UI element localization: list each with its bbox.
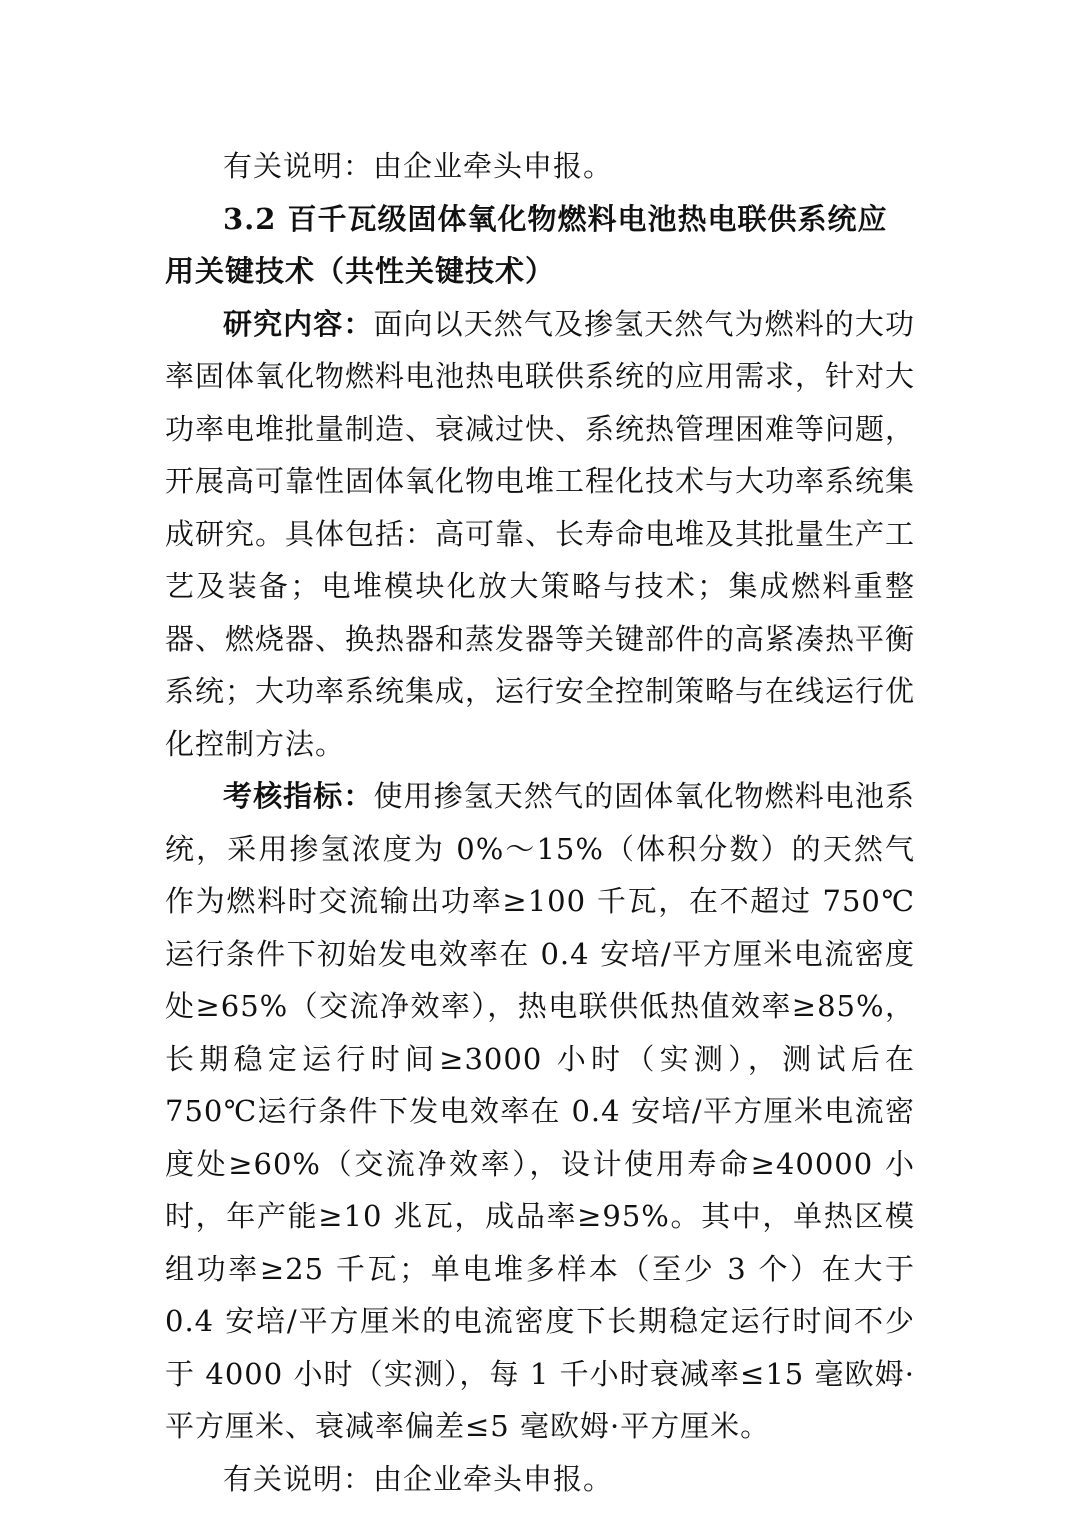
assessment-label: 考核指标： (223, 779, 374, 813)
assessment-text: 使用掺氢天然气的固体氧化物燃料电池系统，采用掺氢浓度为 0%～15%（体积分数）的天然气作为燃料时交流输出功率≥100 千瓦，在不超过 750℃运行条件下初始发电效率在 0.4 安培/平方厘米电流密度处≥65%（交流净效率），热电联供低热值效率≥85%，长期稳定运行时间≥3000 小时（实测），测试后在 750℃运行条件下发电效率在 0.4 安培/平方厘米电流密度处≥60%（交流净效率），设计使用寿命≥40000 小时，年产能≥10 兆瓦，成品率≥95%。其中，单热区模组功率≥25 千瓦；单电堆多样本（至少 3 个）在大于 0.4 安培/平方厘米的电流密度下长期稳定运行时间不少于 4000 小时（实测），每 1 千小时衰减率≤15 毫欧姆·平方厘米、衰减率偏差≤5 毫欧姆·平方厘米。 (165, 779, 915, 1443)
note-bottom: 有关说明：由企业牵头申报。 (223, 1461, 614, 1496)
document-page (165, 140, 915, 1505)
research-content-text: 面向以天然气及掺氢天然气为燃料的大功率固体氧化物燃料电池热电联供系统的应用需求，针对大功率电堆批量制造、衰减过快、系统热管理困难等问题，开展高可靠性固体氧化物电堆工程化技术与大功率系统集成研究。具体包括：高可靠、长寿命电堆及其批量生产工艺及装备；电堆模块化放大策略与技术；集成燃料重整器、燃烧器、换热器和蒸发器等关键部件的高紧凑热平衡系统；大功率系统集成，运行安全控制策略与在线运行优化控制方法。 (165, 306, 916, 761)
section-heading: 3.2 百千瓦级固体氧化物燃料电池热电联供系统应用关键技术（共性关键技术） (165, 201, 888, 288)
assessment-paragraph (165, 770, 915, 1453)
research-content-label: 研究内容： (223, 306, 374, 341)
note-top: 有关说明：由企业牵头申报。 (223, 149, 614, 183)
research-content-paragraph (165, 298, 915, 771)
